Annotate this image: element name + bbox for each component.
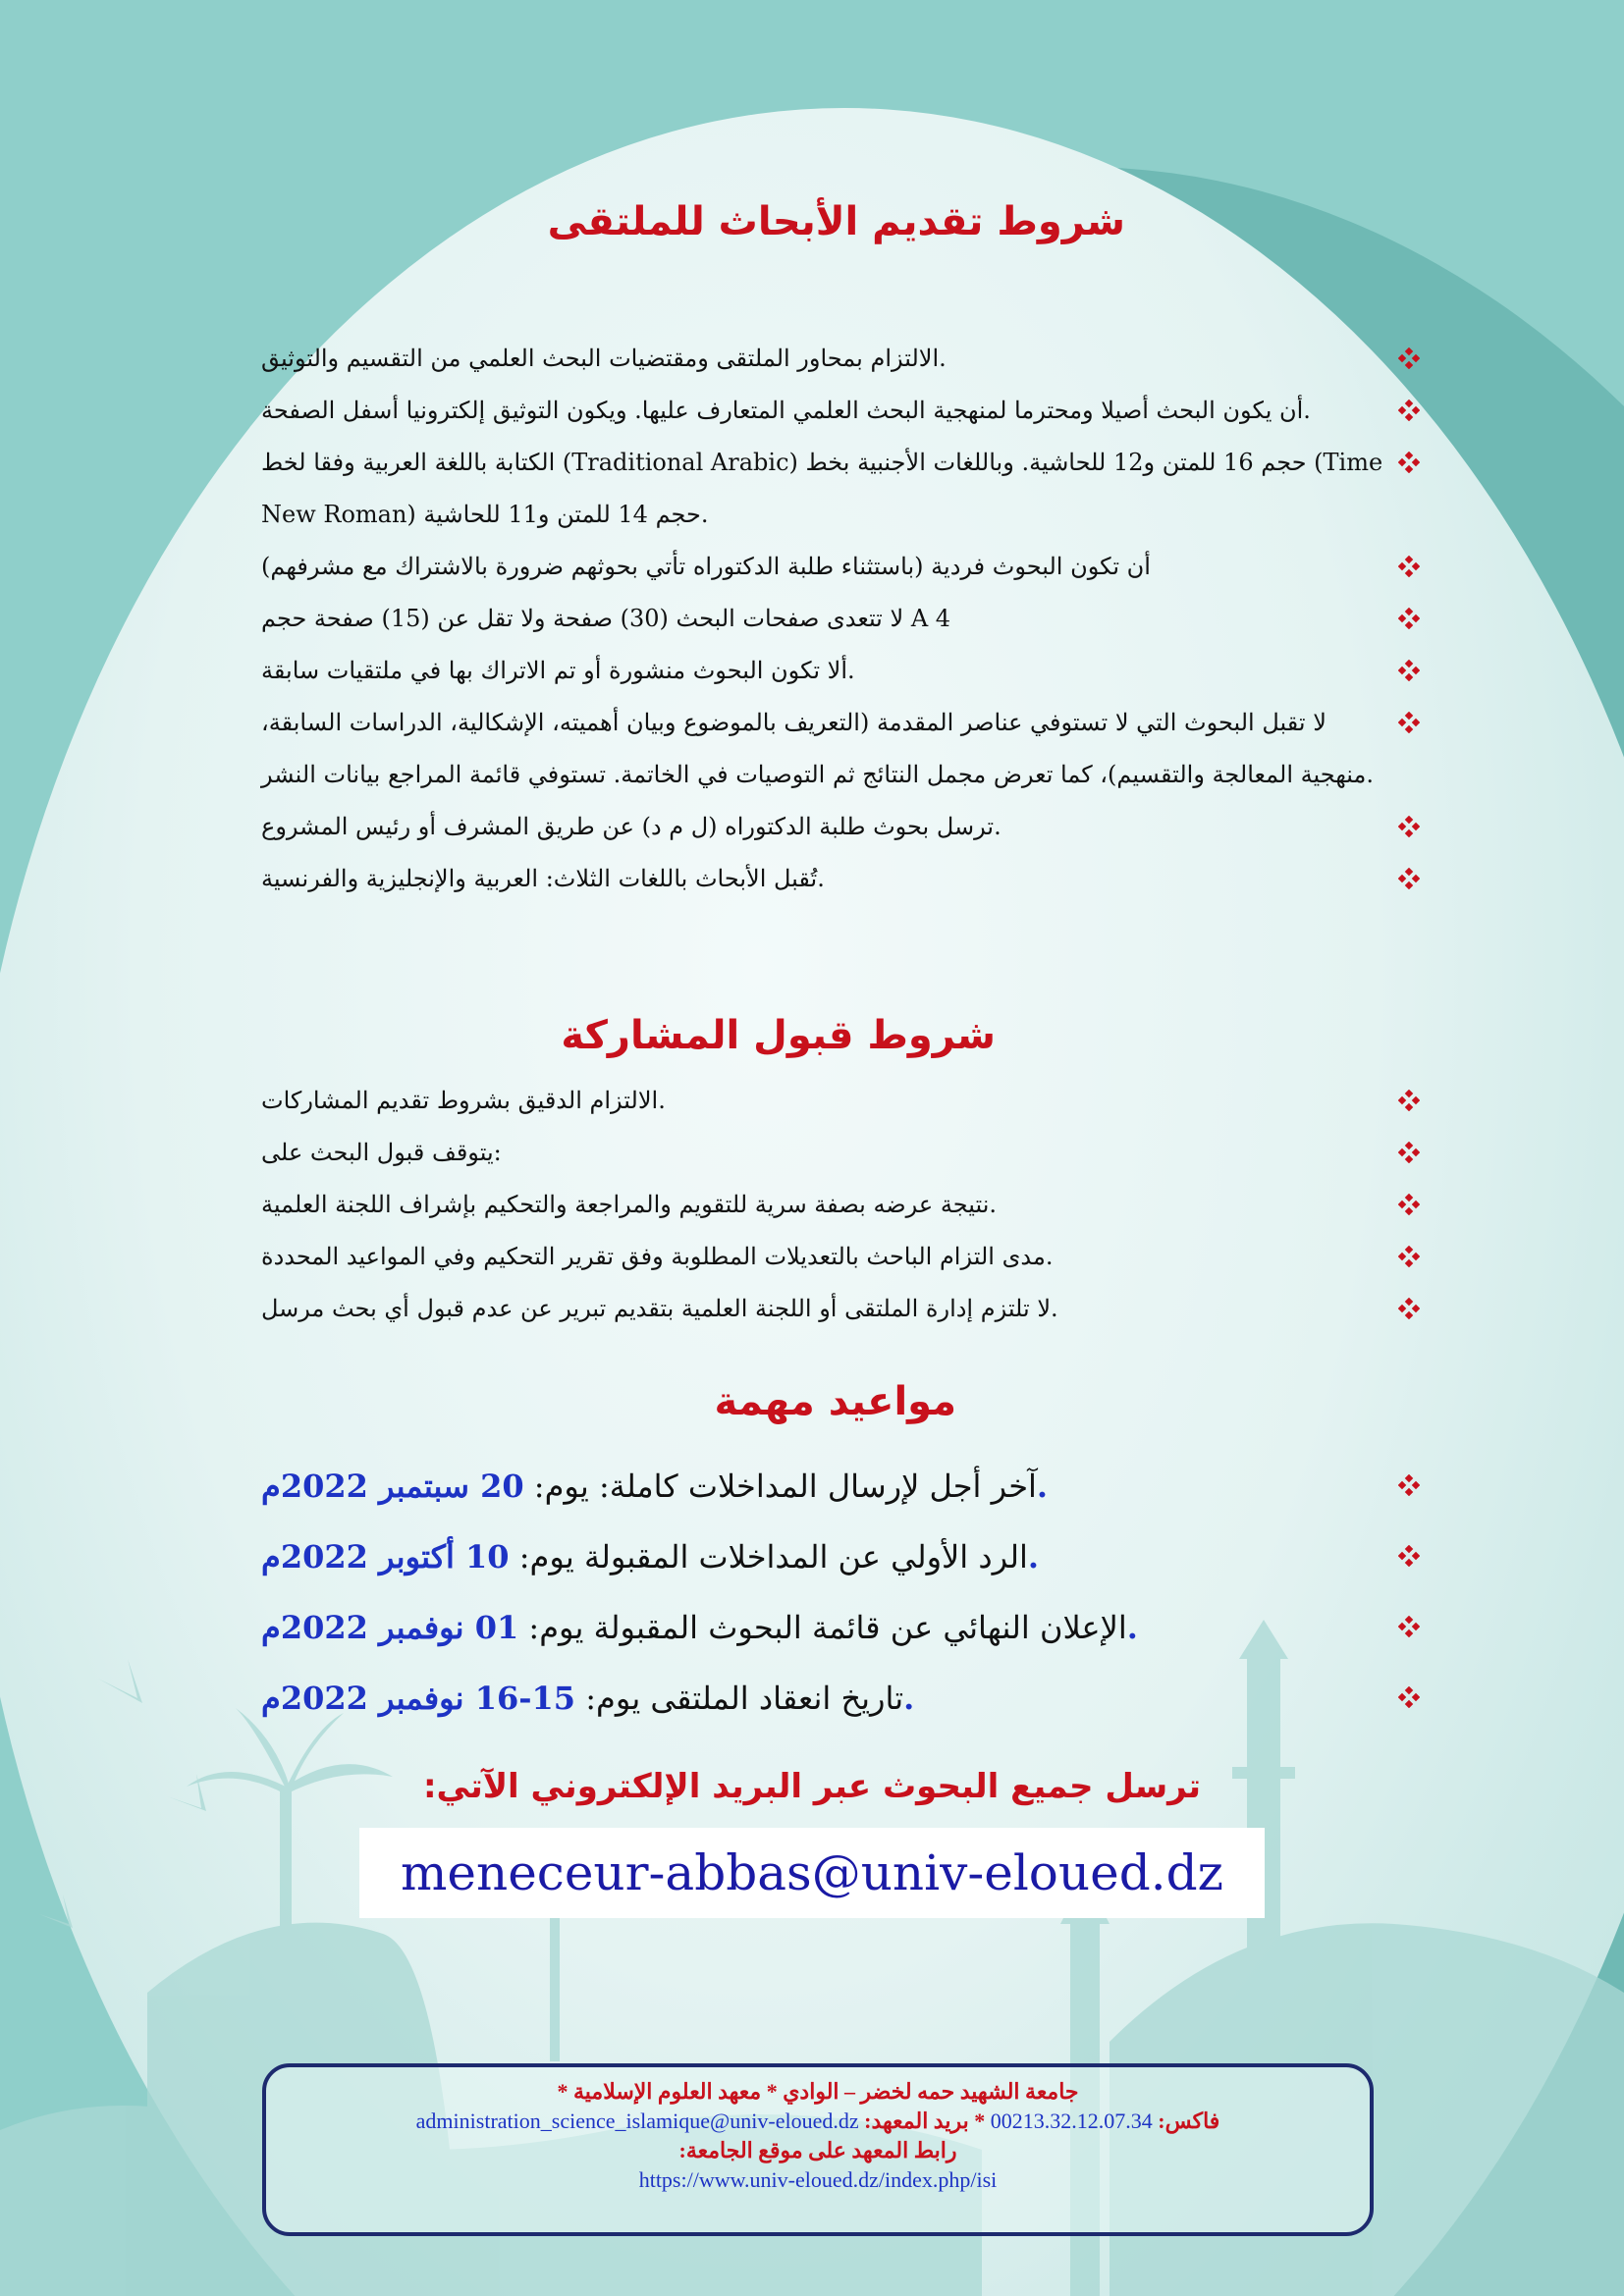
diamond-bullet-icon	[1398, 1142, 1420, 1163]
list-item	[261, 1179, 1420, 1231]
list-item	[261, 1663, 1420, 1734]
send-instructions-heading: ترسل جميع البحوث عبر البريد الإلكتروني الآتي:	[422, 1767, 1202, 1806]
diamond-bullet-icon	[1398, 816, 1420, 837]
list-item	[261, 1522, 1420, 1592]
list-item	[261, 1075, 1420, 1127]
list-item	[261, 437, 1420, 541]
footer-contact-line	[266, 2107, 1370, 2136]
list-item-text: لا تقبل البحوث التي لا تستوفي عناصر المقدمة (التعريف بالموضوع وبيان أهميته، الإشكالية، الدراسات السابقة، منهجية المعالجة والتقسيم)، كما تعرض مجمل النتائج ثم التوصيات في الخاتمة. تستوفي قائمة المراجع بيانات النشر.	[261, 709, 1375, 788]
diamond-bullet-icon	[1398, 608, 1420, 629]
list-item	[261, 541, 1420, 593]
site-label: رابط المعهد على موقع الجامعة:	[678, 2138, 957, 2163]
list-item-text: لا تتعدى صفحات البحث (30) صفحة ولا تقل عن (15) صفحة حجم A 4	[261, 605, 951, 632]
diamond-bullet-icon	[1398, 1090, 1420, 1111]
diamond-bullet-icon	[1398, 556, 1420, 577]
date-label: الرد الأولي عن المداخلات المقبولة يوم:	[509, 1538, 1028, 1575]
list-item-text: ترسل بحوث طلبة الدكتوراه (ل م د) عن طريق المشرف أو رئيس المشروع.	[261, 813, 1001, 840]
date-label: تاريخ انعقاد الملتقى يوم:	[575, 1680, 904, 1717]
diamond-bullet-icon	[1398, 1194, 1420, 1215]
list-item-text: ألا تكون البحوث منشورة أو تم الاتراك بها في ملتقيات سابقة.	[261, 657, 855, 684]
list-item	[261, 1283, 1420, 1335]
list-item	[261, 333, 1420, 385]
list-item-text: تُقبل الأبحاث باللغات الثلاث: العربية والإنجليزية والفرنسية.	[261, 865, 825, 892]
date-value: 20 سبتمبر 2022م.	[261, 1468, 1049, 1505]
list-item	[261, 1127, 1420, 1179]
submission-email[interactable]: meneceur-abbas@univ-eloued.dz	[359, 1828, 1265, 1918]
diamond-bullet-icon	[1398, 1298, 1420, 1319]
date-label: الإعلان النهائي عن قائمة البحوث المقبولة يوم:	[518, 1609, 1127, 1646]
date-value: 10 أكتوبر 2022م.	[261, 1538, 1040, 1575]
list-item-text: الالتزام الدقيق بشروط تقديم المشاركات.	[261, 1087, 666, 1114]
list-item	[261, 645, 1420, 697]
list-item	[261, 593, 1420, 645]
list-item-text: مدى التزام الباحث بالتعديلات المطلوبة وفق تقرير التحكيم وفي المواعيد المحددة.	[261, 1243, 1054, 1270]
fax-label: فاكس:	[1158, 2109, 1220, 2133]
fax-number: 00213.32.12.07.34	[990, 2109, 1153, 2133]
list-item	[261, 853, 1420, 905]
date-label: آخر أجل لإرسال المداخلات كاملة: يوم:	[523, 1468, 1037, 1505]
list-item	[261, 1451, 1420, 1522]
list-item	[261, 385, 1420, 437]
list-item	[261, 697, 1420, 801]
list-item-text: أن يكون البحث أصيلا ومحترما لمنهجية البحث العلمي المتعارف عليها. ويكون التوثيق إلكترونيا أسفل الصفحة.	[261, 397, 1311, 424]
diamond-bullet-icon	[1398, 452, 1420, 473]
submission-conditions-list	[261, 333, 1420, 905]
diamond-bullet-icon	[1398, 1686, 1420, 1708]
submission-section-title: شروط تقديم الأبحاث للملتقى	[547, 199, 1125, 244]
list-item-text: نتيجة عرضه بصفة سرية للتقويم والمراجعة والتحكيم بإشراف اللجنة العلمية.	[261, 1191, 998, 1218]
acceptance-conditions-list	[261, 1075, 1420, 1335]
mail-label: * بريد المعهد:	[864, 2109, 986, 2133]
diamond-bullet-icon	[1398, 1616, 1420, 1637]
list-item-text: يتوقف قبول البحث على:	[261, 1139, 502, 1166]
diamond-bullet-icon	[1398, 1246, 1420, 1267]
list-item	[261, 801, 1420, 853]
diamond-bullet-icon	[1398, 868, 1420, 889]
acceptance-section-title: شروط قبول المشاركة	[561, 1013, 996, 1058]
list-item-text: الكتابة باللغة العربية وفقا لخط (Traditional Arabic) حجم 16 للمتن و12 للحاشية. وباللغات الأجنبية بخط (Time New Roman) حجم 14 للمتن و11 للحاشية.	[261, 449, 1383, 528]
footer-institution: جامعة الشهيد حمه لخضر – الوادي * معهد العلوم الإسلامية *	[557, 2079, 1079, 2104]
institute-email[interactable]: administration_science_islamique@univ-eloued.dz	[415, 2109, 859, 2133]
diamond-bullet-icon	[1398, 660, 1420, 681]
date-value: 15-16 نوفمبر 2022م.	[261, 1680, 915, 1717]
list-item	[261, 1592, 1420, 1663]
dates-section-title: مواعيد مهمة	[714, 1379, 956, 1424]
footer-contact-box	[262, 2063, 1374, 2236]
diamond-bullet-icon	[1398, 400, 1420, 421]
institute-website-link[interactable]: https://www.univ-eloued.dz/index.php/isi	[638, 2167, 998, 2192]
diamond-bullet-icon	[1398, 1474, 1420, 1496]
important-dates-list	[261, 1451, 1420, 1734]
diamond-bullet-icon	[1398, 347, 1420, 369]
diamond-bullet-icon	[1398, 1545, 1420, 1567]
list-item-text: أن تكون البحوث فردية (باستثناء طلبة الدكتوراه تأتي بحوثهم ضرورة بالاشتراك مع مشرفهم)	[261, 553, 1151, 580]
diamond-bullet-icon	[1398, 712, 1420, 733]
list-item	[261, 1231, 1420, 1283]
list-item-text: لا تلتزم إدارة الملتقى أو اللجنة العلمية بتقديم تبرير عن عدم قبول أي بحث مرسل.	[261, 1295, 1058, 1322]
list-item-text: الالتزام بمحاور الملتقى ومقتضيات البحث العلمي من التقسيم والتوثيق.	[261, 345, 947, 372]
date-value: 01 نوفمبر 2022م.	[261, 1609, 1138, 1646]
